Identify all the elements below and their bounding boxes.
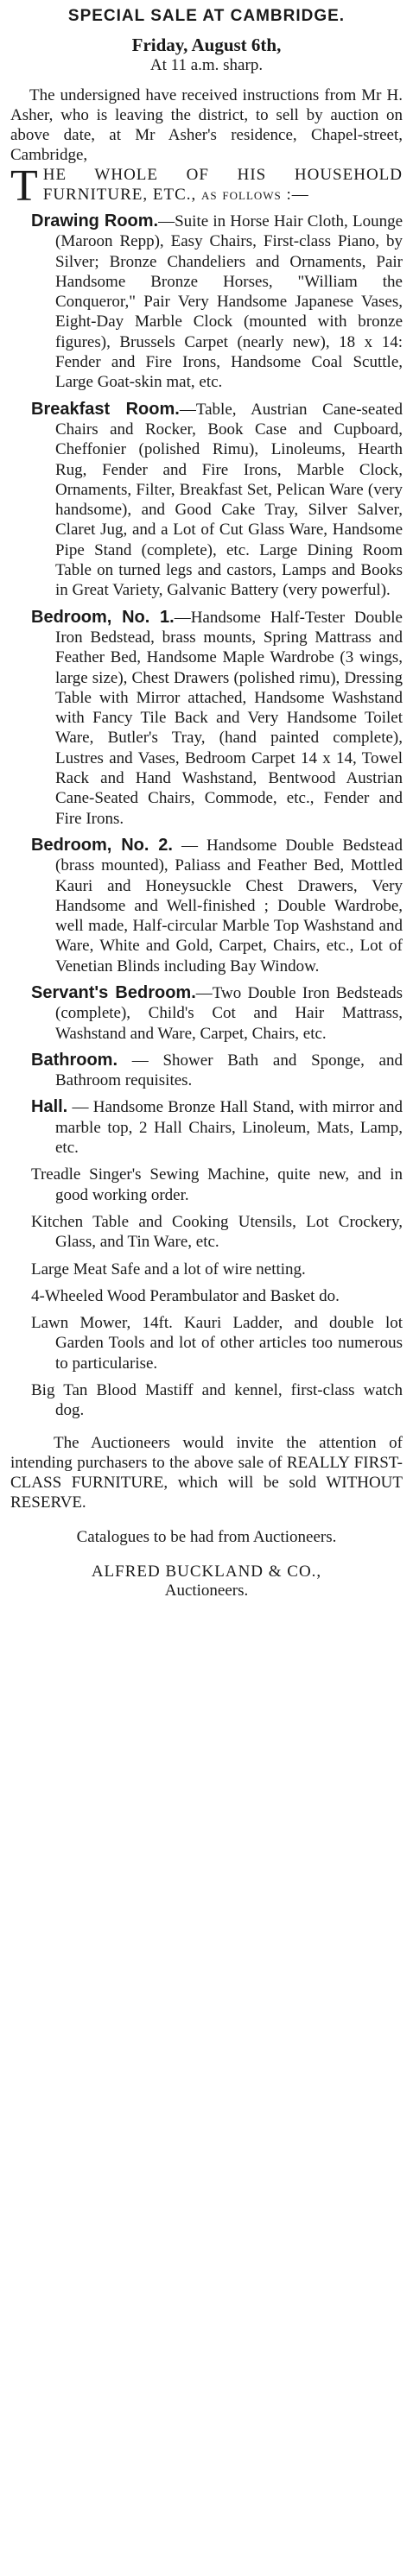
lot-description: — Handsome Bronze Hall Stand, with mirror and marble top, 2 Hall Chairs, Linoleum, Mats, Lamp, etc.: [55, 1098, 403, 1158]
room-title: Bedroom, No. 2.: [31, 835, 173, 855]
lot-entry: [10, 608, 403, 829]
closing-paragraph: The Auctioneers would invite the attention of intending purchasers to the above sale of REALLY FIRST-CLASS FURNITURE, which will be sold WITHOUT RESERVE.: [10, 1433, 403, 1512]
lot-entry: [10, 836, 403, 976]
lot-description: Kitchen Table and Cooking Utensils, Lot Crockery, Glass, and Tin Ware, etc.: [31, 1212, 403, 1252]
lot-description: Lawn Mower, 14ft. Kauri Ladder, and double lot Garden Tools and lot of other articles too numerous to particularise.: [31, 1314, 403, 1373]
lot-description: —Handsome Half-Tester Double Iron Bedstead, brass mounts, Spring Mattrass and Feather Bed, Handsome Maple Wardrobe (3 wings, large size), Chest Drawers (polished rimu), Dressing Table with Mirror attached, Handsome Washstand with Fancy Tile Back and Very Handsome Toilet Ware, Butler's Tray, (hand painted complete), Lustres and Vases, Bedroom Carpet 14 x 14, Towel Rack and Hand Washstand, Bentwood Austrian Cane-Seated Chairs, Commode, etc., Fender and Fire Irons.: [55, 608, 403, 828]
auctioneer-name: ALFRED BUCKLAND & CO.,: [91, 1562, 322, 1581]
lot-description: —Two Double Iron Bedsteads (complete), Child's Cot and Hair Mattrass, Washstand and Ware, Carpet, Chairs, etc.: [55, 983, 403, 1043]
intro-paragraph: The undersigned have received instructions from Mr H. Asher, who is leaving the district, to sell by auction on above date, at Mr Asher's residence, Chapel-street, Cambridge,: [10, 86, 403, 164]
lot-entry: [10, 1260, 403, 1279]
drop-cap: T: [10, 161, 38, 211]
lot-description: Large Meat Safe and a lot of wire netting.: [31, 1260, 306, 1279]
lot-entry: [10, 1286, 403, 1306]
ad-heading: SPECIAL SALE AT CAMBRIDGE.: [67, 7, 346, 25]
room-title: Bathroom.: [31, 1050, 118, 1070]
lot-entry: [10, 212, 403, 393]
lot-entry: [10, 1313, 403, 1373]
sale-time: At 11 a.m. sharp.: [149, 56, 264, 74]
room-title: Hall.: [31, 1097, 68, 1117]
lead-paragraph: [10, 161, 403, 211]
lot-entry: [10, 1097, 403, 1158]
auctioneer-role: Auctioneers.: [164, 1581, 249, 1600]
room-title: Bedroom, No. 1.: [31, 607, 175, 627]
lot-description: —Suite in Horse Hair Cloth, Lounge (Maroon Repp), Easy Chairs, First-class Piano, by Silver; Bronze Chandeliers and Ornaments, Pair Handsome Bronze Horses, "William the Conqueror," Pair Very Handsome Japanese Vases, Eight-Day Marble Clock (mounted with bronze figures), Brussels Carpet (nearly new), 18 x 14: Fender and Fire Irons, Handsome Coal Scuttle, Large Goat-skin mat, etc.: [55, 212, 403, 392]
sale-date: Friday, August 6th,: [131, 35, 282, 55]
room-title: Breakfast Room.: [31, 399, 180, 419]
lot-description: — Shower Bath and Sponge, and Bathroom requisites.: [55, 1051, 403, 1090]
catalogue-note: Catalogues to be had from Auctioneers.: [76, 1527, 337, 1546]
lot-entry: [10, 1051, 403, 1091]
lot-description: Treadle Singer's Sewing Machine, quite new, and in good working order.: [31, 1165, 403, 1204]
lot-description: —Table, Austrian Cane-seated Chairs and Rocker, Book Case and Cupboard, Cheffonier (polished Rimu), Linoleums, Hearth Rug, Fender and Fire Irons, Marble Clock, Ornaments, Filter, Breakfast Set, Pelican Ware (very handsome), and Good Cake Tray, Silver Salver, Claret Jug, and a Lot of Cut Glass Ware, Handsome Pipe Stand (complete), etc. Large Dining Room Table on turned legs and castors, Lamps and Books in Great Variety, Galvanic Battery (very powerful).: [55, 400, 403, 600]
lot-entry: [10, 1212, 403, 1253]
room-list: [10, 212, 403, 1421]
lot-description: Big Tan Blood Mastiff and kennel, first-class watch dog.: [31, 1381, 403, 1420]
lot-entry: [10, 1165, 403, 1205]
lot-description: 4-Wheeled Wood Perambulator and Basket do.: [31, 1286, 340, 1305]
lead-text: HE WHOLE OF HIS HOUSEHOLD FURNITURE, ETC., as follows :—: [42, 166, 403, 204]
room-title: Servant's Bedroom.: [31, 982, 196, 1002]
room-title: Drawing Room.: [31, 212, 159, 230]
lot-description: — Handsome Double Bedstead (brass mounted), Paliass and Feather Bed, Mottled Kauri and Honeysuckle Chest Drawers, Very Handsome and Well-finished ; Double Wardrobe, well made, Half-circular Marble Top Washstand and Ware, White and Gold, Carpet, Chairs, etc., Lot of Venetian Blinds including Bay Window.: [55, 836, 403, 975]
lot-entry: [10, 1380, 403, 1421]
lot-entry: [10, 983, 403, 1044]
lot-entry: [10, 400, 403, 601]
